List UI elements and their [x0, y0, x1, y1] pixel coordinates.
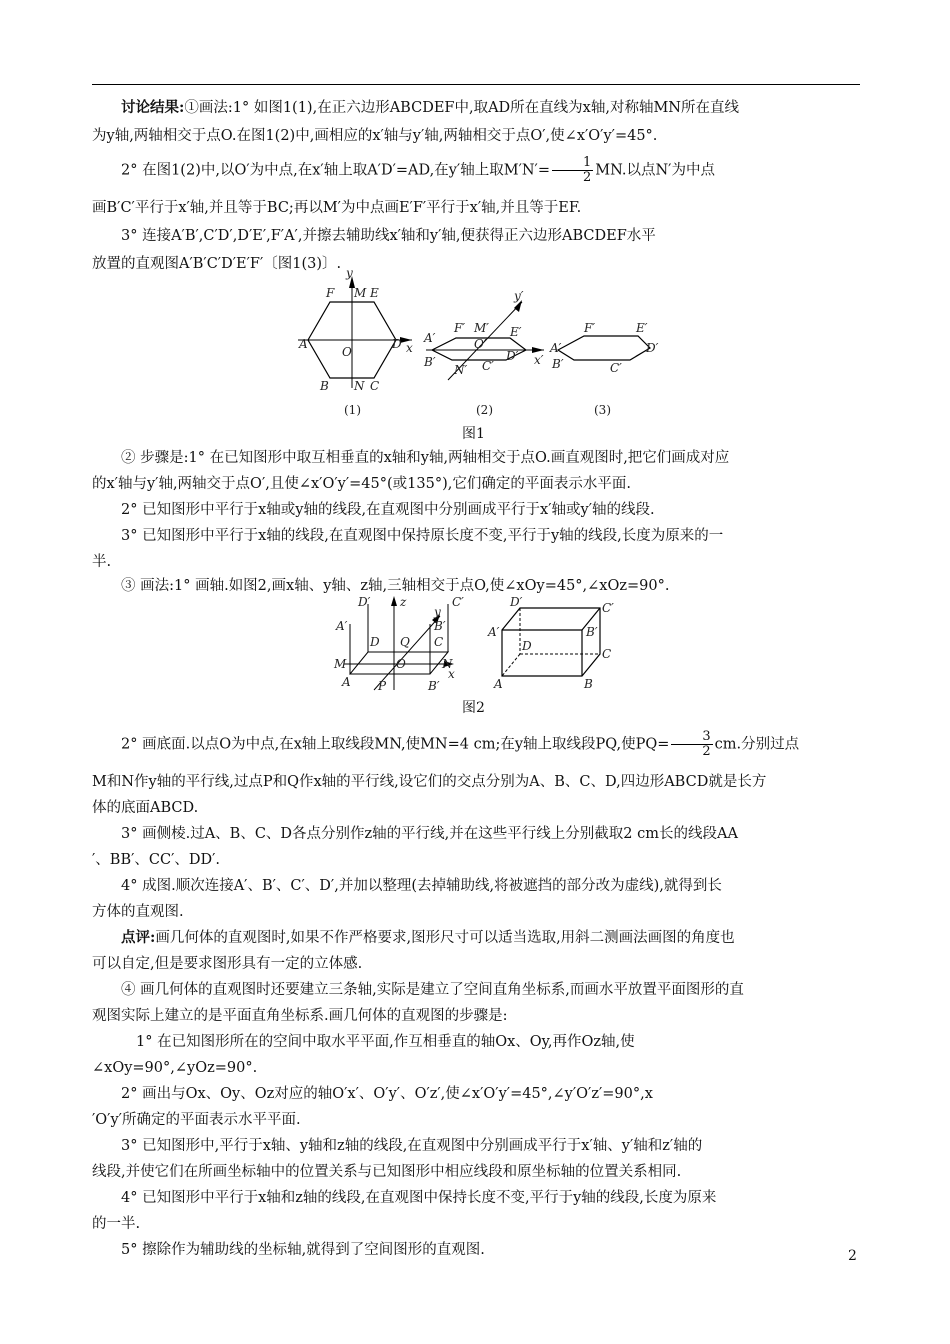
- figure-1-caption: 图1: [462, 426, 485, 442]
- paragraph-line: 2° 画出与Ox、Oy、Oz对应的轴O′x′、O′y′、O′z′,使∠x′O′y′=45°,∠y′O′z′=90°,x: [121, 1086, 653, 1102]
- paragraph-line: 3° 已知图形中,平行于x轴、y轴和z轴的线段,在直观图中分别画成平行于x′轴、y′轴和z′轴的: [121, 1138, 703, 1154]
- svg-text:x′: x′: [534, 353, 544, 367]
- svg-text:A′: A′: [336, 619, 348, 633]
- paragraph-line: ′、BB′、CC′、DD′.: [92, 852, 221, 868]
- header-rule: [92, 84, 860, 85]
- svg-text:A: A: [494, 677, 503, 691]
- svg-text:Q: Q: [400, 635, 410, 649]
- svg-text:E: E: [370, 286, 379, 300]
- svg-text:D′: D′: [358, 595, 371, 609]
- paragraph-line: 的一半.: [92, 1216, 141, 1232]
- paragraph-line: 体的底面ABCD.: [92, 800, 199, 816]
- svg-text:B′: B′: [586, 625, 598, 639]
- svg-text:C′: C′: [602, 601, 614, 615]
- paragraph-line: ② 步骤是:1° 在已知图形中取互相垂直的x轴和y轴,两轴相交于点O.画直观图时,把它们画成对应: [121, 450, 730, 466]
- svg-text:M: M: [354, 286, 367, 300]
- paragraph-line: 2° 画底面.以点O为中点,在x轴上取线段MN,使MN=4 cm;在y轴上取线段PQ,使PQ= $\frac{3}{2}$ cm.分别过点: [121, 729, 800, 759]
- paragraph-line: 1° 在已知图形所在的空间中取水平平面,作互相垂直的轴Ox、Oy,再作Oz轴,使: [136, 1034, 635, 1050]
- svg-text:B′: B′: [424, 355, 436, 369]
- fraction-one-half: $\frac{1}{2}$: [552, 156, 593, 185]
- svg-text:C′: C′: [482, 359, 494, 373]
- svg-text:x: x: [448, 667, 455, 681]
- svg-text:B: B: [320, 379, 329, 393]
- svg-text:B′: B′: [428, 679, 440, 693]
- figure-2-caption: 图2: [462, 700, 485, 716]
- svg-text:A′: A′: [488, 625, 500, 639]
- page-number: 2: [848, 1248, 857, 1264]
- svg-text:B: B: [584, 677, 593, 691]
- svg-text:E′: E′: [636, 321, 648, 335]
- svg-text:D′: D′: [506, 349, 519, 363]
- paragraph-line: 线段,并使它们在所画坐标轴中的位置关系与已知图形中相应线段和原坐标轴的位置关系相同.: [92, 1164, 682, 1180]
- paragraph-line: 3° 连接A′B′,C′D′,D′E′,F′A′,并擦去辅助线x′轴和y′轴,便获得正六边形ABCDEF水平: [121, 228, 656, 244]
- paragraph-line: 方体的直观图.: [92, 904, 184, 920]
- svg-text:N: N: [354, 379, 365, 393]
- paragraph-line: 放置的直观图A′B′C′D′E′F′〔图1(3)〕.: [92, 256, 342, 272]
- svg-text:A: A: [342, 675, 351, 689]
- svg-text:O′: O′: [474, 337, 487, 351]
- svg-text:y: y: [434, 605, 441, 619]
- paragraph-line: ′O′y′所确定的平面表示水平平面.: [92, 1112, 301, 1128]
- paragraph-line: 3° 已知图形中平行于x轴的线段,在直观图中保持原长度不变,平行于y轴的线段,长度为原来的一: [121, 528, 724, 544]
- svg-text:F′: F′: [584, 321, 596, 335]
- svg-text:C′: C′: [452, 595, 464, 609]
- svg-text:x: x: [406, 341, 413, 355]
- fraction-three-halves: $\frac{3}{2}$: [671, 730, 712, 759]
- paragraph-line: ∠xOy=90°,∠yOz=90°.: [92, 1060, 258, 1076]
- svg-text:N′: N′: [454, 363, 468, 377]
- svg-text:P: P: [378, 679, 387, 693]
- svg-text:F′: F′: [454, 321, 466, 335]
- svg-text:C: C: [434, 635, 444, 649]
- svg-text:D: D: [522, 639, 532, 653]
- svg-text:(2): (2): [476, 403, 493, 417]
- svg-text:y: y: [346, 268, 353, 280]
- paragraph-line: ④ 画几何体的直观图时还要建立三条轴,实际是建立了空间直角坐标系,而画水平放置平面图形的直: [121, 982, 744, 998]
- svg-text:D′: D′: [646, 341, 659, 355]
- paragraph-line: 4° 已知图形中平行于x轴和z轴的线段,在直观图中保持长度不变,平行于y轴的线段,长度为原来: [121, 1190, 717, 1206]
- svg-text:D: D: [370, 635, 380, 649]
- svg-text:B′: B′: [552, 357, 564, 371]
- svg-text:M′: M′: [474, 321, 490, 335]
- paragraph-discussion-1: 讨论结果:①画法:1° 如图1(1),在正六边形ABCDEF中,取AD所在直线为x轴,对称轴MN所在直线: [121, 99, 739, 116]
- svg-text:M: M: [334, 657, 347, 671]
- paragraph-line: 画B′C′平行于x′轴,并且等于BC;再以M′为中点画E′F′平行于x′轴,并且等于EF.: [92, 200, 582, 216]
- svg-text:A: A: [299, 337, 308, 351]
- paragraph-line: 半.: [92, 554, 112, 570]
- svg-text:z: z: [400, 595, 407, 609]
- paragraph-line: 4° 成图.顺次连接A′、B′、C′、D′,并加以整理(去掉辅助线,将被遮挡的部分改为虚线),就得到长: [121, 878, 722, 894]
- paragraph-line: 5° 擦除作为辅助线的坐标轴,就得到了空间图形的直观图.: [121, 1242, 485, 1258]
- svg-text:(1): (1): [344, 403, 361, 417]
- paragraph-line: 为y轴,两轴相交于点O.在图1(2)中,画相应的x′轴与y′轴,两轴相交于点O′,使∠x′O′y′=45°.: [92, 128, 658, 144]
- svg-text:O: O: [342, 345, 352, 359]
- paragraph-comment: 点评:画几何体的直观图时,如果不作严格要求,图形尺寸可以适当选取,用斜二测画法画图的角度也: [121, 929, 735, 946]
- svg-text:B′: B′: [434, 619, 446, 633]
- paragraph-line: 的x′轴与y′轴,两轴交于点O′,且使∠x′O′y′=45°(或135°),它们确定的平面表示水平面.: [92, 476, 631, 492]
- paragraph-line: 2° 在图1(2)中,以O′为中点,在x′轴上取A′D′=AD,在y′轴上取M′N′= $\frac{1}{2}$ MN.以点N′为中点: [121, 155, 715, 185]
- svg-text:C: C: [602, 647, 612, 661]
- paragraph-line: 可以自定,但是要求图形具有一定的立体感.: [92, 956, 363, 972]
- svg-text:N: N: [442, 657, 453, 671]
- svg-text:E′: E′: [510, 325, 522, 339]
- svg-text:y′: y′: [514, 289, 524, 303]
- svg-text:O: O: [396, 657, 406, 671]
- comment-heading: 点评:: [121, 929, 156, 946]
- paragraph-line: M和N作y轴的平行线,过点P和Q作x轴的平行线,设它们的交点分别为A、B、C、D,四边形ABCD就是长方: [92, 774, 767, 790]
- svg-text:A′: A′: [550, 341, 562, 355]
- svg-text:C: C: [370, 379, 380, 393]
- svg-text:F: F: [326, 286, 335, 300]
- paragraph-line: 观图实际上建立的是平面直角坐标系.画几何体的直观图的步骤是:: [92, 1008, 508, 1024]
- svg-text:(3): (3): [594, 403, 611, 417]
- paragraph-line: ③ 画法:1° 画轴.如图2,画x轴、y轴、z轴,三轴相交于点O,使∠xOy=45°,∠xOz=90°.: [121, 578, 670, 594]
- svg-text:A′: A′: [424, 331, 436, 345]
- figure-2-diagram: [330, 594, 630, 694]
- svg-text:D′: D′: [510, 595, 523, 609]
- svg-text:D: D: [392, 337, 402, 351]
- discussion-heading: 讨论结果:: [121, 99, 185, 116]
- paragraph-line: 2° 已知图形中平行于x轴或y轴的线段,在直观图中分别画成平行于x′轴或y′轴的线段.: [121, 502, 655, 518]
- svg-text:C′: C′: [610, 361, 622, 375]
- figure-1-diagram: [288, 268, 668, 418]
- paragraph-line: 3° 画侧棱.过A、B、C、D各点分别作z轴的平行线,并在这些平行线上分别截取2 cm长的线段AA: [121, 826, 738, 842]
